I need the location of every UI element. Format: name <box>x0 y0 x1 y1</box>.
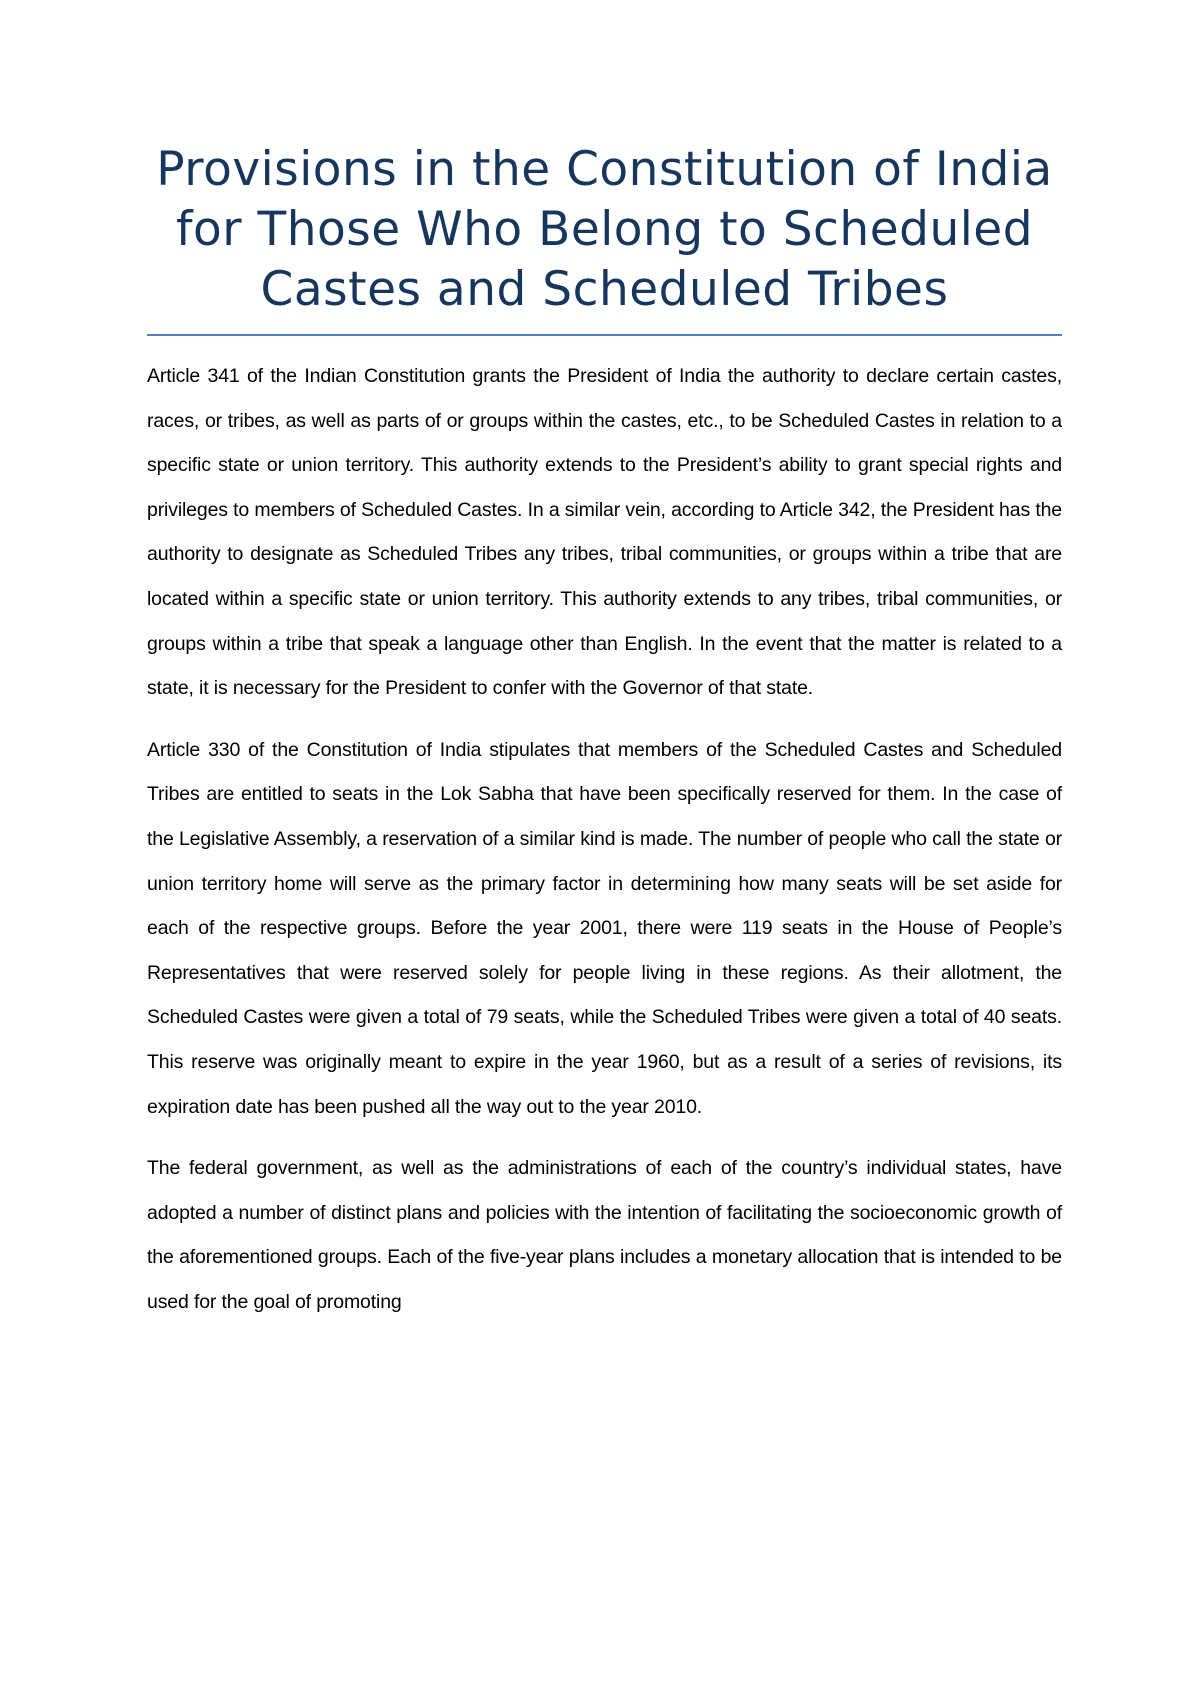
document-title: Provisions in the Constitution of India for Those Who Belong to Scheduled Castes and Scheduled Tribes <box>156 142 1053 317</box>
title-divider <box>147 334 1062 336</box>
paragraph-government-plans: The federal government, as well as the administrations of each of the country’s individual states, have adopted a number of distinct plans and policies with the intention of facilitating the socioeconomic growth of the aforementioned groups. Each of the five-year plans includes a monetary allocation that is intended to be used for the goal of promoting <box>147 1157 1062 1313</box>
paragraph-article-330: Article 330 of the Constitution of India stipulates that members of the Scheduled Castes and Scheduled Tribes are entitled to seats in the Lok Sabha that have been specifically reserved for them. In the case of the Legislative Assembly, a reservation of a similar kind is made. The number of people who call the state or union territory home will serve as the primary factor in determining how many seats will be set aside for each of the respective groups. Before the year 2001, there were 119 seats in the House of People’s Representatives that were reserved solely for people living in these regions. As their allotment, the Scheduled Castes were given a total of 79 seats, while the Scheduled Tribes were given a total of 40 seats. This reserve was originally meant to expire in the year 1960, but as a result of a series of revisions, its expiration date has been pushed all the way out to the year 2010. <box>147 738 1062 1118</box>
document-page <box>147 140 1062 1341</box>
paragraph-article-341-342: Article 341 of the Indian Constitution grants the President of India the authority to declare certain castes, races, or tribes, as well as parts of or groups within the castes, etc., to be Scheduled Castes in relation to a specific state or union territory. This authority extends to the President’s ability to grant special rights and privileges to members of Scheduled Castes. In a similar vein, according to Article 342, the President has the authority to designate as Scheduled Tribes any tribes, tribal communities, or groups within a tribe that are located within a specific state or union territory. This authority extends to any tribes, tribal communities, or groups within a tribe that speak a language other than English. In the event that the matter is related to a state, it is necessary for the President to confer with the Governor of that state. <box>147 365 1062 700</box>
